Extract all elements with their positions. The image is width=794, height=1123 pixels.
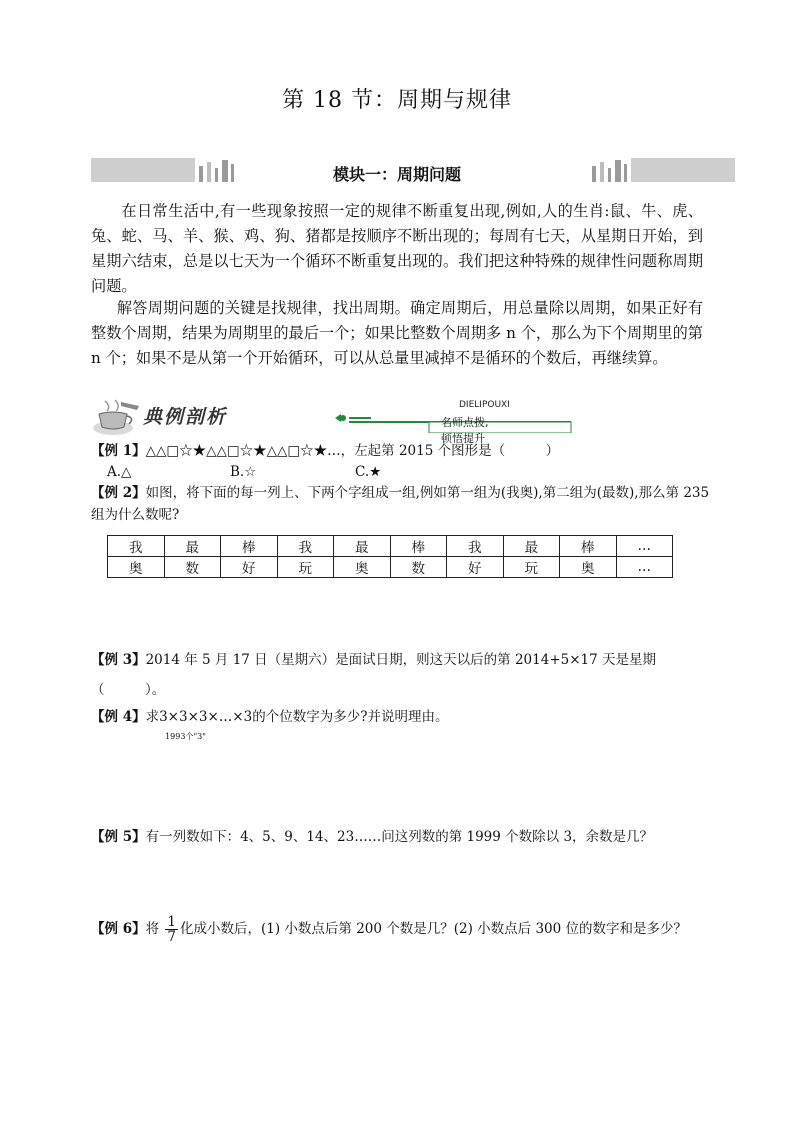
example-4 xyxy=(91,706,449,741)
banner-cn-text: 名师点拨,顿悟提升 xyxy=(441,416,489,445)
option-b: B.☆ xyxy=(230,464,257,480)
example-6-post: 化成小数后，(1) 小数点后第 200 个数是几？(2) 小数点后 300 位的数字和是多少？ xyxy=(179,921,688,937)
banner-title: 典例剖析 xyxy=(143,406,228,428)
page-title: 第 18 节：周期与规律 xyxy=(282,88,512,113)
table-cell: 最 xyxy=(503,536,560,557)
option-c: C.★ xyxy=(355,464,382,480)
teacup-icon xyxy=(91,398,143,438)
example-3-line2: （ ）。 xyxy=(91,682,166,698)
table-cell: 棒 xyxy=(390,536,447,557)
table-cell: 最 xyxy=(334,536,391,557)
example-3 xyxy=(91,649,656,671)
example-2 xyxy=(91,482,709,504)
table-cell: 棒 xyxy=(560,536,617,557)
module-title: 模块一：周期问题 xyxy=(332,165,461,184)
table-cell: 奥 xyxy=(108,557,165,578)
table-cell: … xyxy=(616,536,673,557)
example-2-line1: 如图，将下面的每一列上、下两个字组成一组,例如第一组为(我奥),第二组为(最数),那么第 235 xyxy=(145,485,710,501)
table-cell: 玩 xyxy=(277,557,334,578)
banner-en-text: DIELIPOUXI xyxy=(459,400,510,410)
fraction-numerator: 1 xyxy=(167,914,176,930)
example-4-label: 【例 4】 xyxy=(91,709,146,725)
example-3-line1: 2014 年 5 月 17 日（星期六）是面试日期，则这天以后的第 2014+5×17 天是星期 xyxy=(145,652,657,668)
option-a: A.△ xyxy=(107,464,132,480)
example-4-post: 的个位数字为多少?并说明理由。 xyxy=(252,709,449,725)
example-1-text: △△□☆★△△□☆★△△□☆★…，左起第 2015 个图形是（ ） xyxy=(145,443,560,459)
table-cell: 最 xyxy=(164,536,221,557)
example-1-label: 【例 1】 xyxy=(91,443,146,459)
example-2-label: 【例 2】 xyxy=(91,485,146,501)
example-4-expr: 3×3×3×…×3 xyxy=(159,709,253,725)
example-3-label: 【例 3】 xyxy=(91,652,146,668)
example-5-label: 【例 5】 xyxy=(91,829,146,845)
table-cell: 奥 xyxy=(560,557,617,578)
intro-paragraph: 在日常生活中,有一些现象按照一定的规律不断重复出现,例如,人的生肖:鼠、牛、虎、兔、蛇、马、羊、猴、鸡、狗、猪都是按顺序不断出现的；每周有七天，从星期日开始，到星期六结束，总是以七天为一个循环不断重复出现的。我们把这种特殊的规律性问题称周期问题。 xyxy=(91,202,703,295)
example-6-pre: 将 xyxy=(145,921,160,937)
method-paragraph: 解答周期问题的关键是找规律，找出周期。确定周期后，用总量除以周期，如果正好有整数个周期，结果为周期里的最后一个；如果比整数个周期多 n 个，那么为下个周期里的第 n 个；如果不是从第一个开始循环，可以从总量里减掉不是循环的个数后，再继续算。 xyxy=(91,299,703,367)
table-cell: 棒 xyxy=(221,536,278,557)
fraction-denominator: 7 xyxy=(167,929,176,945)
table-row xyxy=(108,557,673,578)
table-cell: 我 xyxy=(277,536,334,557)
example-4-pre: 求 xyxy=(145,709,160,725)
example-4-brace-label: 1993个"3" xyxy=(165,732,206,741)
example-6-label: 【例 6】 xyxy=(91,921,146,937)
table-cell: … xyxy=(616,557,673,578)
example-1 xyxy=(91,440,559,462)
table-cell: 好 xyxy=(221,557,278,578)
table-cell: 奥 xyxy=(334,557,391,578)
fraction-one-seventh xyxy=(165,915,178,944)
table-cell: 玩 xyxy=(503,557,560,578)
table-cell: 好 xyxy=(447,557,504,578)
table-cell: 我 xyxy=(447,536,504,557)
example-6 xyxy=(91,915,687,944)
example-4-expression xyxy=(159,706,253,741)
table-cell: 数 xyxy=(164,557,221,578)
table-cell: 数 xyxy=(390,557,447,578)
example-5-text: 有一列数如下：4、5、9、14、23……问这列数的第 1999 个数除以 3，余数是几？ xyxy=(145,829,654,845)
example-2-line2: 组为什么数呢? xyxy=(91,507,180,523)
example-5 xyxy=(91,826,653,848)
character-table xyxy=(107,535,673,578)
table-cell: 我 xyxy=(108,536,165,557)
table-row xyxy=(108,536,673,557)
examples-banner xyxy=(91,398,510,445)
